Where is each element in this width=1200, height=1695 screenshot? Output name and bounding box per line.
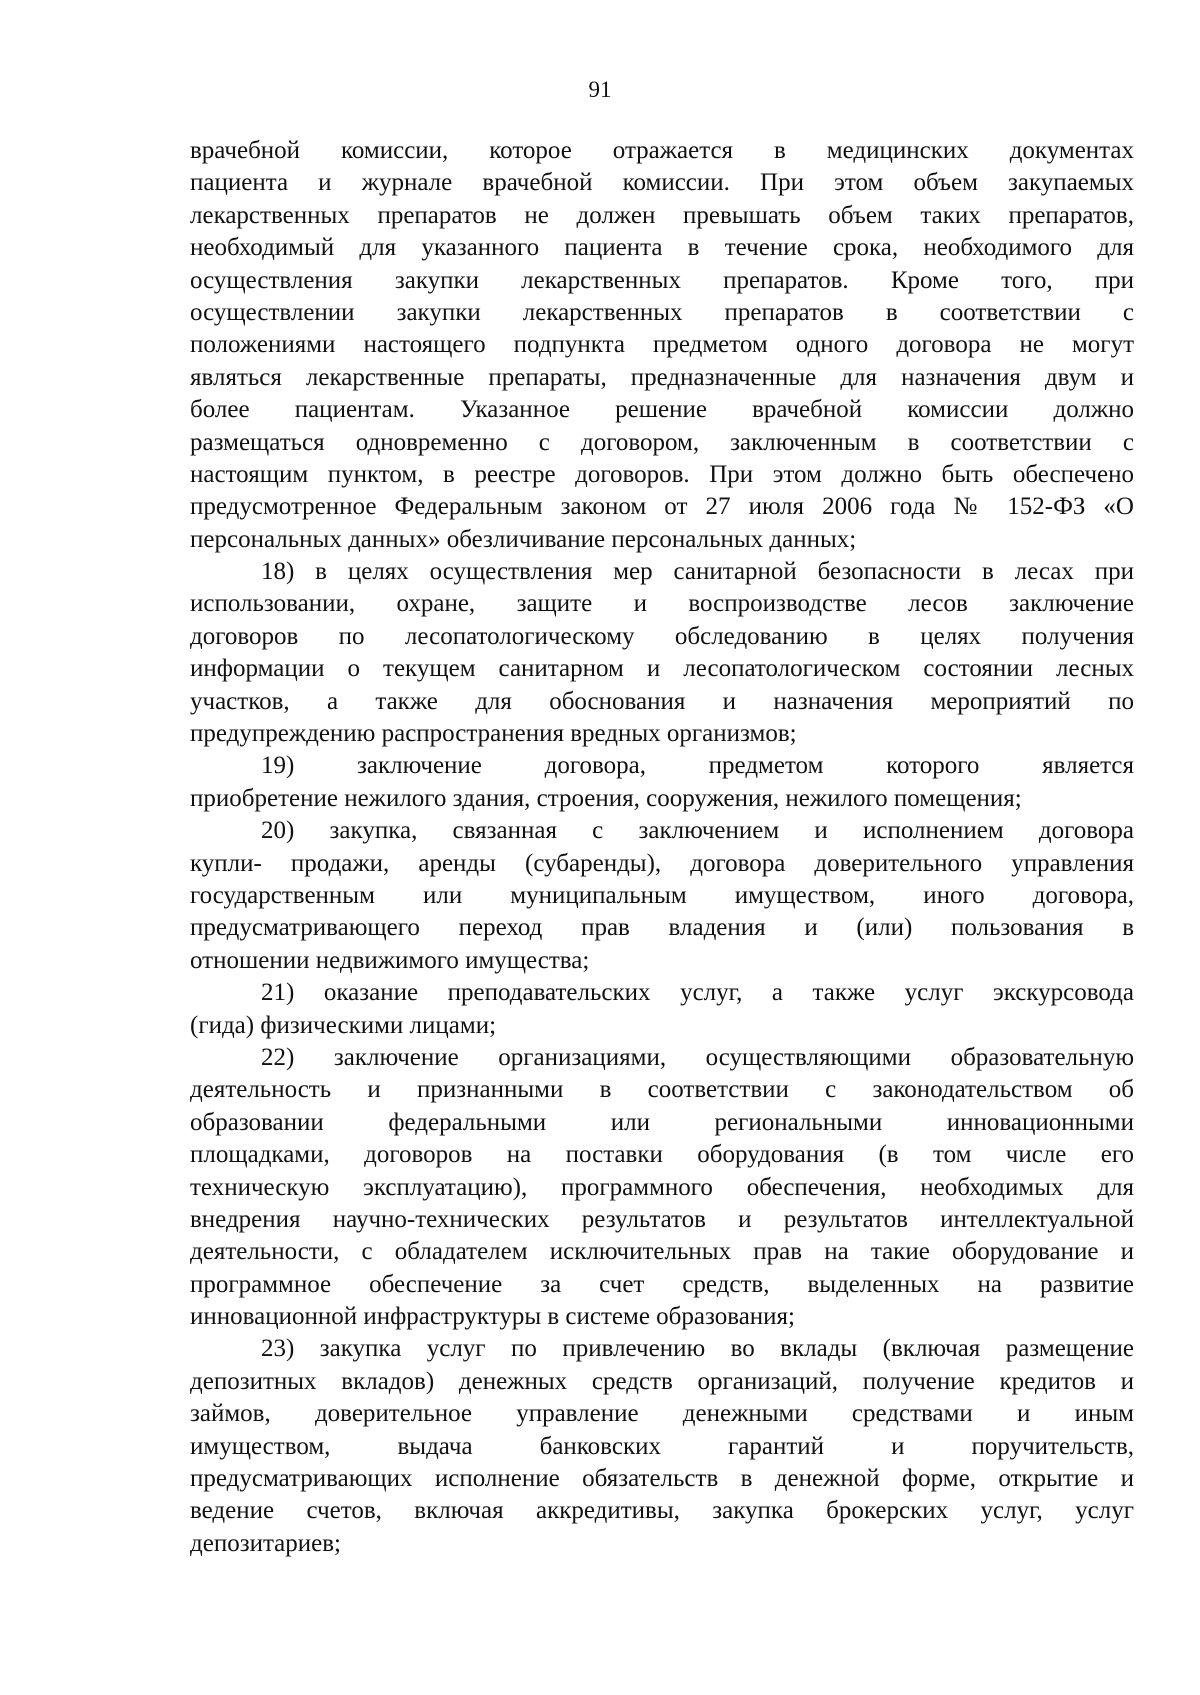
paragraph-item-18 <box>190 556 1134 750</box>
text-line: размещаться одновременно с договором, заключенным в соответствии с <box>190 428 1134 456</box>
text-line: использовании, охране, защите и воспроизводстве лесов заключение <box>190 590 1134 618</box>
text-line: имуществом, выдача банковских гарантий и поручительств, <box>190 1432 1134 1460</box>
text-line: настоящим пунктом, в реестре договоров. При этом должно быть обеспечено <box>190 460 1134 488</box>
text-line: осуществления закупки лекарственных препаратов. Кроме того, при <box>190 266 1134 294</box>
text-line: положениями настоящего подпункта предметом одного договора не могут <box>190 331 1134 359</box>
text-line: займов, доверительное управление денежными средствами и иным <box>190 1400 1134 1428</box>
text-line: предупреждению распространения вредных организмов; <box>190 720 797 748</box>
paragraph-item-20 <box>190 815 1134 977</box>
text-line: 23) закупка услуг по привлечению во вклады (включая размещение <box>261 1335 1134 1363</box>
text-line: более пациентам. Указанное решение врачебной комиссии должно <box>190 396 1134 424</box>
text-line: пациента и журнале врачебной комиссии. При этом объем закупаемых <box>190 169 1134 197</box>
page-number: 91 <box>588 77 612 102</box>
paragraph-item-21 <box>190 977 1134 1042</box>
text-line: лекарственных препаратов не должен превышать объем таких препаратов, <box>190 201 1134 229</box>
text-line: предусматривающих исполнение обязательств в денежной форме, открытие и <box>190 1465 1134 1493</box>
text-line: осуществлении закупки лекарственных препаратов в соответствии с <box>190 298 1134 326</box>
text-line: 21) оказание преподавательских услуг, а также услуг экскурсовода <box>261 979 1134 1007</box>
text-line: внедрения научно-технических результатов и результатов интеллектуальной <box>190 1205 1134 1233</box>
text-line: информации о текущем санитарном и лесопатологическом состоянии лесных <box>190 655 1134 683</box>
paragraph-continuation <box>190 135 1134 556</box>
text-line: приобретение нежилого здания, строения, сооружения, нежилого помещения; <box>190 784 1022 812</box>
text-line: договоров по лесопатологическому обследованию в целях получения <box>190 622 1134 650</box>
text-line: инновационной инфраструктуры в системе образования; <box>190 1303 795 1331</box>
text-line: деятельности, с обладателем исключительных прав на такие оборудование и <box>190 1238 1134 1266</box>
text-line: (гида) физическими лицами; <box>190 1011 497 1039</box>
text-line: предусматривающего переход прав владения и (или) пользования в <box>190 914 1134 942</box>
text-line: 19) заключение договора, предметом которого является <box>261 752 1134 780</box>
text-line: деятельность и признанными в соответствии с законодательством об <box>190 1076 1134 1104</box>
document-body <box>190 135 1134 1560</box>
text-line: персональных данных» обезличивание персональных данных; <box>190 525 857 553</box>
text-line: являться лекарственные препараты, предназначенные для назначения двум и <box>190 363 1134 391</box>
paragraph-item-23 <box>190 1333 1134 1560</box>
text-line: отношении недвижимого имущества; <box>190 946 590 974</box>
text-line: купли- продажи, аренды (субаренды), договора доверительного управления <box>190 849 1134 877</box>
text-line: 22) заключение организациями, осуществляющими образовательную <box>261 1043 1134 1071</box>
paragraph-item-19 <box>190 750 1134 815</box>
text-line: программное обеспечение за счет средств, выделенных на развитие <box>190 1270 1134 1298</box>
paragraph-item-22 <box>190 1042 1134 1334</box>
text-line: участков, а также для обоснования и назначения мероприятий по <box>190 687 1134 715</box>
text-line: государственным или муниципальным имуществом, иного договора, <box>190 881 1134 909</box>
text-line: образовании федеральными или региональными инновационными <box>190 1108 1134 1136</box>
text-line: площадками, договоров на поставки оборудования (в том числе его <box>190 1141 1134 1169</box>
text-line: необходимый для указанного пациента в течение срока, необходимого для <box>190 234 1134 262</box>
text-line: депозитариев; <box>190 1529 342 1557</box>
text-line: 18) в целях осуществления мер санитарной безопасности в лесах при <box>261 558 1134 586</box>
text-line: техническую эксплуатацию), программного обеспечения, необходимых для <box>190 1173 1134 1201</box>
text-line: предусмотренное Федеральным законом от 27 июля 2006 года № 152-ФЗ «О <box>190 493 1134 521</box>
text-line: 20) закупка, связанная с заключением и исполнением договора <box>261 817 1134 845</box>
text-line: ведение счетов, включая аккредитивы, закупка брокерских услуг, услуг <box>190 1497 1134 1525</box>
text-line: врачебной комиссии, которое отражается в медицинских документах <box>190 137 1134 164</box>
text-line: депозитных вкладов) денежных средств организаций, получение кредитов и <box>190 1367 1134 1395</box>
